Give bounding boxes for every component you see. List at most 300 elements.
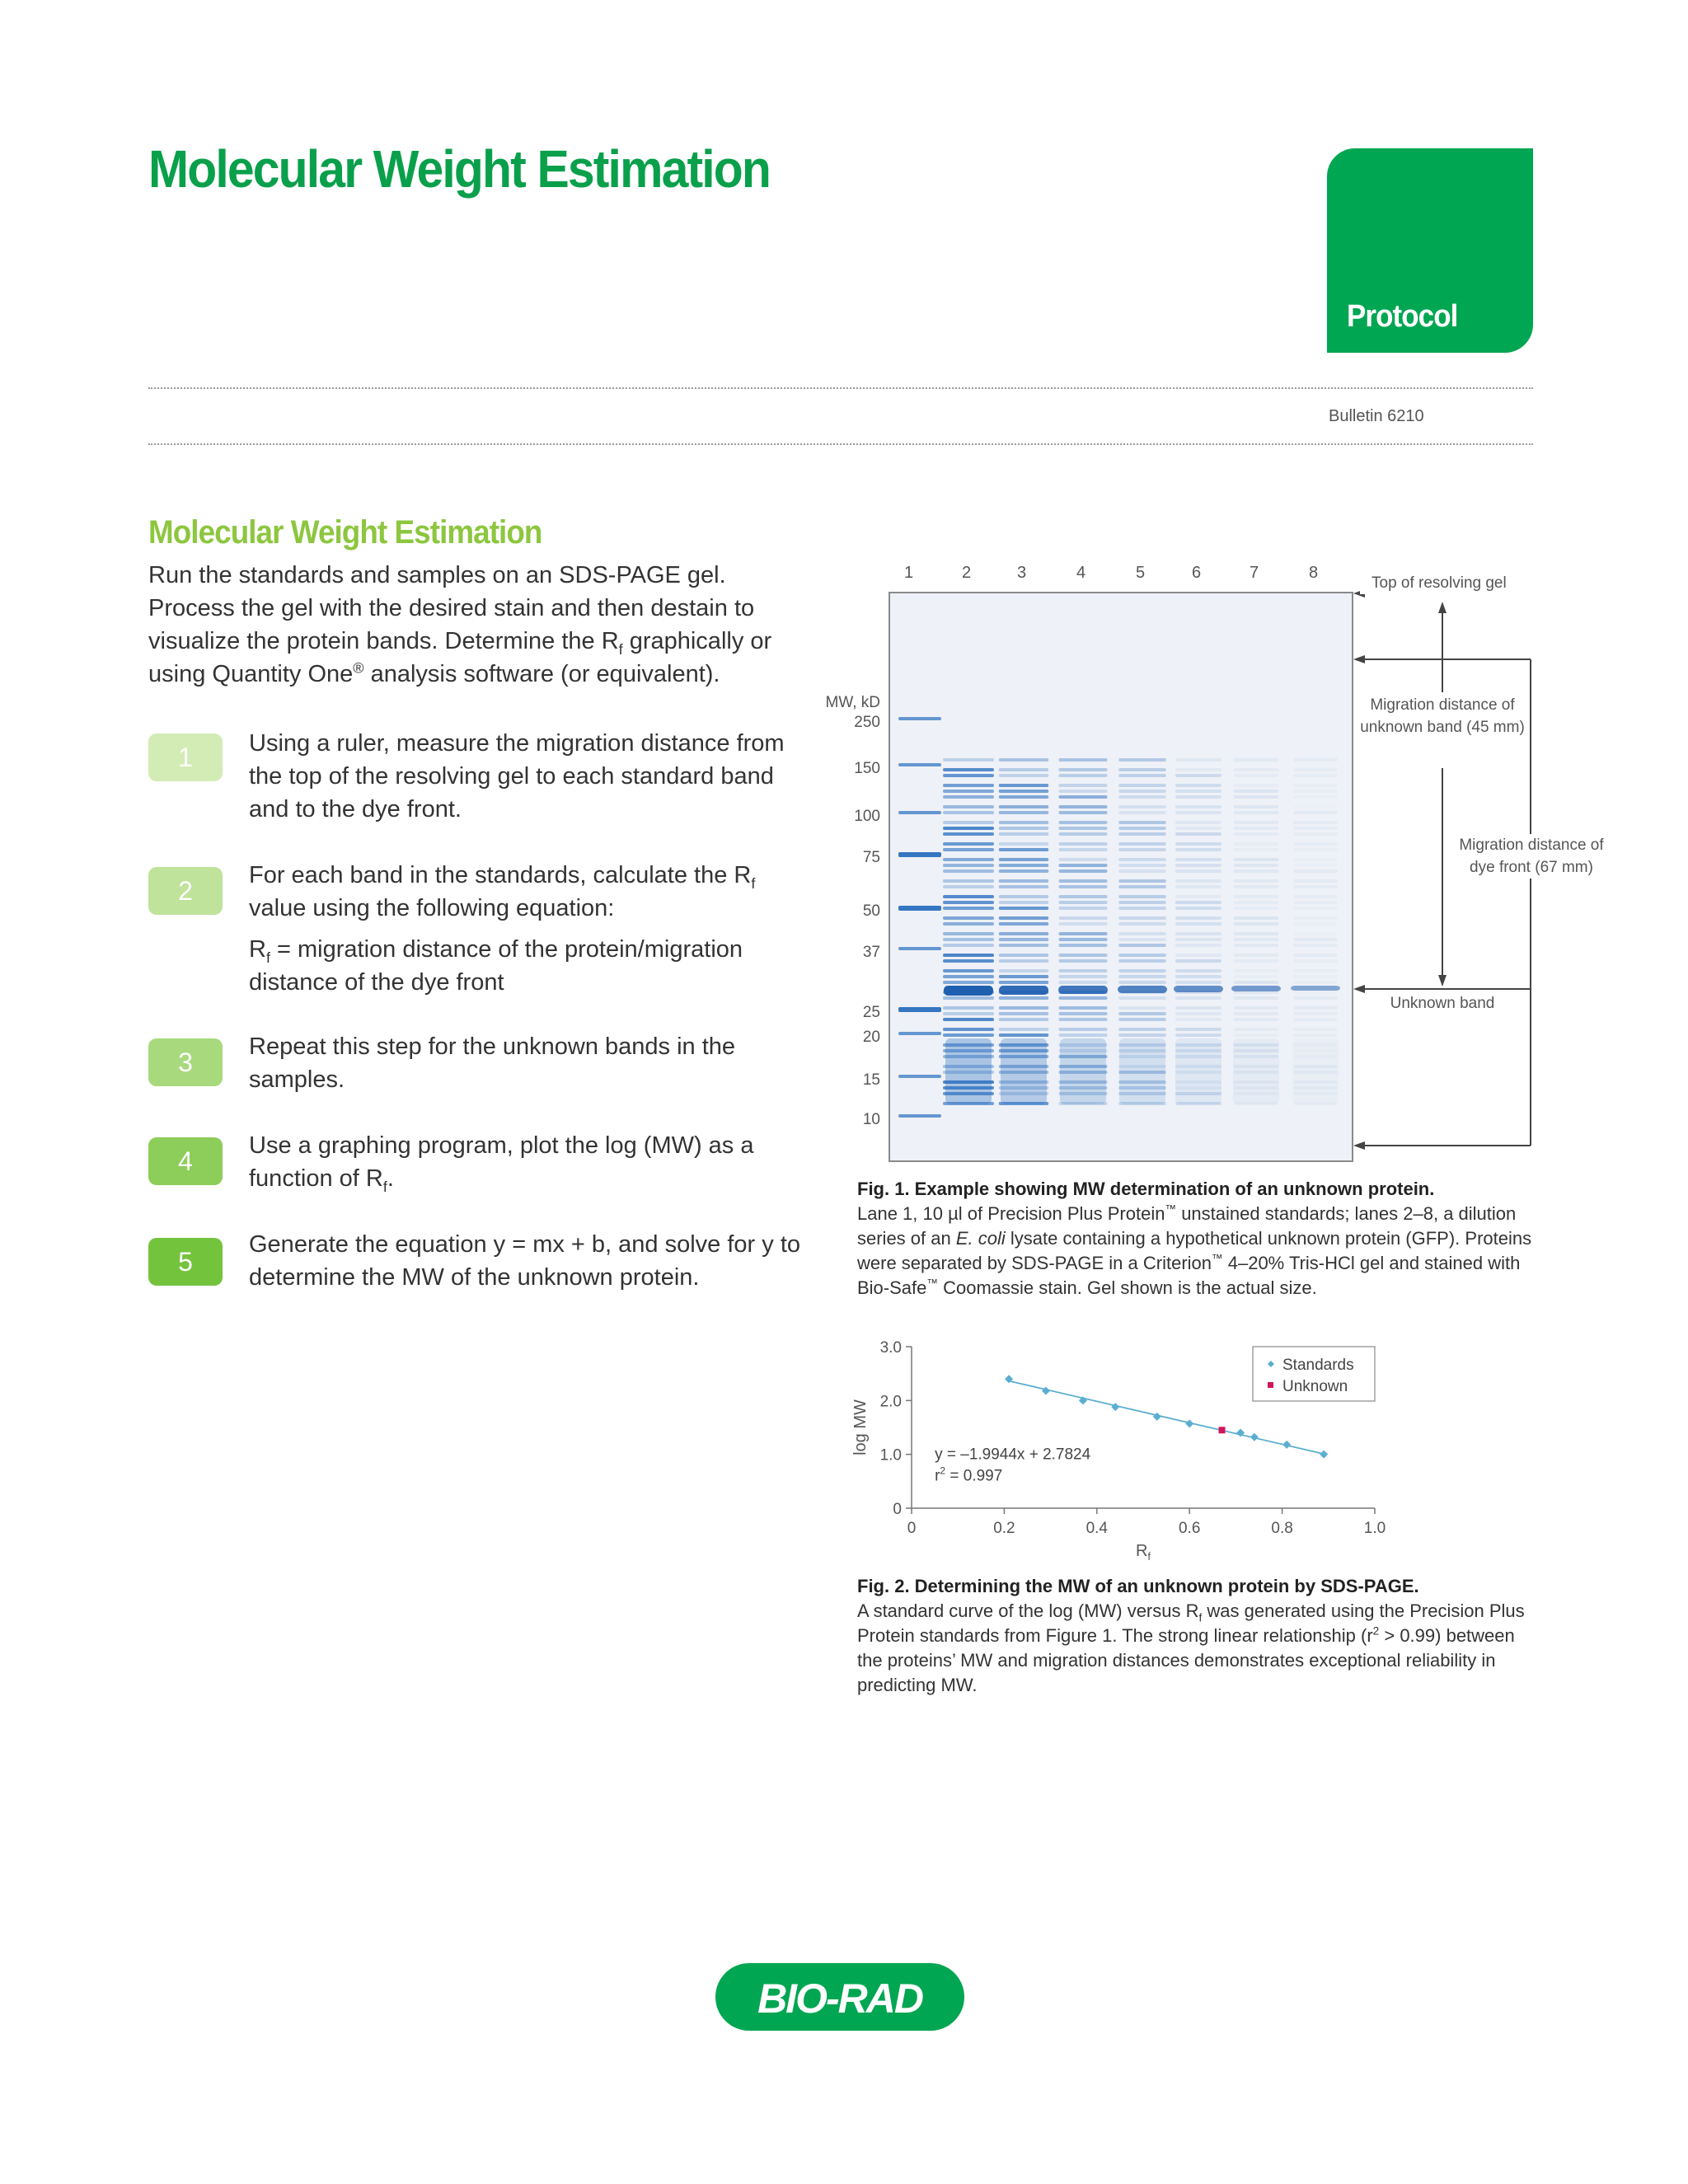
bio-rad-logo <box>715 1963 964 2031</box>
sample-band <box>1175 932 1221 935</box>
sample-band <box>943 869 994 873</box>
sample-band <box>943 858 994 861</box>
sample-band <box>1294 1033 1338 1037</box>
mw-axis-title: MW, kD <box>825 694 880 711</box>
standards-point <box>1042 1387 1050 1395</box>
lane-number: 7 <box>1250 564 1259 582</box>
sample-band <box>1118 811 1166 814</box>
step-5-text: Generate the equation y = mx + b, and solve for y to determine the MW of the unknown protein. <box>249 1231 801 1291</box>
r2-sup: 2 <box>940 1465 946 1477</box>
standards-point <box>1185 1419 1193 1427</box>
sample-band <box>1059 1012 1108 1015</box>
ladder-band <box>898 717 941 720</box>
sample-band <box>1118 869 1166 873</box>
sample-band <box>1294 975 1338 978</box>
sample-band <box>1294 848 1338 851</box>
sample-band <box>1118 944 1166 947</box>
sample-band <box>943 1028 994 1031</box>
fig1-cap-4: 4–20% Tris-HCl gel and stained with Bio-Safe <box>857 1253 1521 1298</box>
step-3-badge: 3 <box>148 1038 223 1086</box>
standards-point <box>1111 1403 1119 1411</box>
sample-band <box>1294 932 1338 935</box>
sample-band <box>1118 848 1166 851</box>
standards-point <box>1282 1441 1291 1449</box>
sample-band <box>1234 1006 1279 1010</box>
sample-band <box>1175 901 1221 904</box>
sample-band <box>1234 811 1279 814</box>
sample-band <box>943 901 994 904</box>
sample-band <box>999 1028 1049 1031</box>
sample-band <box>999 907 1049 910</box>
lane-number: 5 <box>1136 564 1146 582</box>
sample-band <box>943 790 994 793</box>
sample-band <box>1118 922 1166 926</box>
sample-band <box>1175 922 1221 926</box>
sample-band <box>1294 1018 1338 1021</box>
sample-band <box>1118 1012 1166 1015</box>
lane-number: 6 <box>1192 564 1202 582</box>
sample-band <box>1059 811 1108 814</box>
fig2-cap-1: A standard curve of the log (MW) versus R <box>857 1601 1199 1621</box>
sample-band <box>1118 864 1166 867</box>
sample-band <box>1175 975 1221 978</box>
sample-band <box>1175 885 1221 888</box>
sample-band <box>1294 805 1338 808</box>
fig1-cap-1: Lane 1, 10 µl of Precision Plus Protein <box>857 1203 1165 1224</box>
lane-number: 3 <box>1017 564 1027 582</box>
sample-band <box>1059 768 1108 771</box>
sample-band <box>999 869 1049 873</box>
standards-point <box>1320 1451 1328 1459</box>
intro-text-1: Run the standards and samples on an SDS-PAGE gel. Process the gel with the desired stain and then destain to visualize the protein bands. Determine the R <box>148 562 755 654</box>
sample-band <box>1294 938 1338 941</box>
r-squared-label <box>935 1465 1002 1485</box>
fig2-cap-sub: f <box>1198 1611 1203 1624</box>
sample-band <box>1234 959 1279 963</box>
y-tick-label: 2.0 <box>879 1393 902 1411</box>
annotation-top-of-gel: Top of resolving gel <box>1360 572 1553 594</box>
sample-band <box>1118 996 1166 1000</box>
sample-band <box>999 1006 1049 1010</box>
y-tick-label: 1.0 <box>879 1446 902 1465</box>
sample-band <box>1234 996 1279 1000</box>
y-tick-label: 3.0 <box>879 1339 902 1357</box>
sample-band <box>1059 1033 1108 1037</box>
sample-band <box>1118 842 1166 846</box>
x-tick-label: 0.4 <box>1085 1520 1109 1537</box>
fig1-cap-3: lysate containing a hypothetical unknown protein (GFP). Proteins were separated by SDS-PAGE in a Criterion <box>857 1228 1532 1273</box>
sample-band <box>1175 795 1221 799</box>
sample-band <box>1059 790 1108 793</box>
sample-band <box>1294 916 1338 920</box>
sample-band <box>999 922 1049 926</box>
sample-band <box>999 1033 1049 1037</box>
sample-band <box>999 784 1049 787</box>
intro-paragraph <box>148 559 791 691</box>
step-1-badge: 1 <box>148 733 223 781</box>
sample-band <box>1175 879 1221 883</box>
standard-curve-chart <box>849 1335 1409 1574</box>
sample-band <box>1059 885 1108 888</box>
sample-band <box>1175 805 1221 808</box>
figure-1-caption <box>857 1177 1533 1301</box>
sample-band <box>1118 932 1166 935</box>
sample-band <box>1294 879 1338 883</box>
sample-band <box>1234 795 1279 799</box>
sample-band <box>1234 907 1279 910</box>
sample-band <box>1294 922 1338 926</box>
sample-band <box>1059 848 1108 851</box>
sample-band <box>1234 774 1279 777</box>
sample-smear <box>1119 1038 1165 1104</box>
sample-band <box>1175 848 1221 851</box>
step-2-equation <box>249 933 809 999</box>
sample-band <box>1294 832 1338 836</box>
fig1-cap-2: unstained standards; lanes 2–8, a dilution series of an <box>857 1203 1517 1249</box>
ladder-band <box>898 1007 941 1012</box>
sample-band <box>1175 1028 1221 1031</box>
sample-band <box>1118 907 1166 910</box>
sample-band <box>1118 916 1166 920</box>
sample-band <box>1234 938 1279 941</box>
sample-band <box>1059 901 1108 904</box>
sample-band <box>1059 858 1108 861</box>
sample-band <box>1294 1028 1338 1031</box>
sample-band <box>1234 768 1279 771</box>
fig1-cap-tm3: ™ <box>926 1277 939 1290</box>
sample-band <box>999 981 1049 984</box>
intro-sub: f <box>618 640 623 658</box>
step-2-line <box>249 859 809 925</box>
step-5-badge: 5 <box>148 1238 223 1286</box>
sample-band <box>1175 827 1221 830</box>
sample-band <box>943 758 994 762</box>
sample-band <box>1234 944 1279 947</box>
r2-value: = 0.997 <box>945 1467 1003 1485</box>
sample-band <box>1059 795 1108 799</box>
legend-label: Unknown <box>1282 1378 1348 1395</box>
sample-smear <box>1175 1038 1221 1104</box>
sample-band <box>999 768 1049 771</box>
sample-band <box>943 916 994 920</box>
sample-band <box>1118 1006 1166 1010</box>
sample-band <box>1118 954 1166 957</box>
sample-band <box>1175 869 1221 873</box>
sample-band <box>1059 1006 1108 1010</box>
sample-band <box>1118 901 1166 904</box>
sample-band <box>999 932 1049 935</box>
y-tick-label: 0 <box>893 1501 902 1518</box>
sample-band <box>1059 981 1108 984</box>
sample-band <box>1059 774 1108 777</box>
sample-band <box>999 1018 1049 1021</box>
step-2-eq-sub: f <box>265 949 270 966</box>
sample-band <box>943 805 994 808</box>
sample-band <box>1234 827 1279 830</box>
sample-band <box>1294 981 1338 984</box>
sample-band <box>1294 758 1338 762</box>
sample-band <box>943 1006 994 1010</box>
sample-band <box>1294 774 1338 777</box>
sample-band <box>1059 758 1108 762</box>
sample-band <box>1234 981 1279 984</box>
sample-band <box>1234 879 1279 883</box>
sample-band <box>999 996 1049 1000</box>
ladder-band <box>898 852 941 857</box>
sample-band <box>943 842 994 846</box>
sample-band <box>1118 768 1166 771</box>
sample-band <box>1118 938 1166 941</box>
sample-band <box>1234 805 1279 808</box>
figure-2-caption-title: Fig. 2. Determining the MW of an unknown protein by SDS-PAGE. <box>857 1576 1419 1596</box>
sample-band <box>1294 1006 1338 1010</box>
sample-band <box>1234 932 1279 935</box>
sample-band <box>1059 916 1108 920</box>
sample-smear <box>1060 1038 1106 1104</box>
fig1-cap-tm2: ™ <box>1212 1252 1223 1265</box>
sample-band <box>999 954 1049 957</box>
sample-band <box>943 996 994 1000</box>
unknown-band <box>1058 986 1108 994</box>
sample-band <box>943 832 994 836</box>
sample-band <box>1234 821 1279 824</box>
sample-band <box>943 954 994 957</box>
sample-smear <box>1001 1038 1047 1104</box>
sample-band <box>943 907 994 910</box>
sample-band <box>1294 864 1338 867</box>
annotation-unknown-band: Unknown band <box>1390 995 1495 1012</box>
sample-band <box>1059 827 1108 830</box>
sample-band <box>1234 1012 1279 1015</box>
sample-band <box>999 969 1049 972</box>
sample-band <box>1059 996 1108 1000</box>
sample-band <box>1118 1033 1166 1037</box>
sample-band <box>1118 827 1166 830</box>
sample-band <box>1294 907 1338 910</box>
sample-band <box>943 879 994 883</box>
sample-band <box>999 774 1049 777</box>
sample-band <box>1294 821 1338 824</box>
sample-smear <box>945 1038 992 1104</box>
sample-band <box>1059 821 1108 824</box>
sample-band <box>1294 969 1338 972</box>
sample-band <box>1059 944 1108 947</box>
sample-band <box>1234 869 1279 873</box>
sample-band <box>1234 901 1279 904</box>
sample-band <box>1175 774 1221 777</box>
sample-band <box>943 981 994 984</box>
sample-band <box>1294 944 1338 947</box>
sample-band <box>1234 832 1279 836</box>
sample-band <box>943 938 994 941</box>
sample-band <box>1294 768 1338 771</box>
unknown-band <box>1231 986 1281 991</box>
sample-band <box>999 842 1049 846</box>
sample-band <box>1234 922 1279 926</box>
intro-text-3: analysis software (or equivalent). <box>363 661 720 687</box>
divider-bottom <box>148 443 1533 445</box>
sample-band <box>1294 996 1338 1000</box>
sample-band <box>999 832 1049 836</box>
sample-band <box>1175 864 1221 867</box>
sample-band <box>943 821 994 824</box>
divider-top <box>148 387 1533 389</box>
sample-band <box>999 916 1049 920</box>
sample-band <box>1175 954 1221 957</box>
ladder-band <box>898 1075 941 1078</box>
y-axis-label: log MW <box>851 1399 870 1455</box>
sample-band <box>1175 1006 1221 1010</box>
sample-band <box>1118 758 1166 762</box>
sample-band <box>1175 790 1221 793</box>
sample-band <box>999 879 1049 883</box>
sample-band <box>1175 981 1221 984</box>
sample-band <box>1059 975 1108 978</box>
step-4-badge: 4 <box>148 1137 223 1185</box>
sample-band <box>1059 938 1108 941</box>
sample-band <box>1234 975 1279 978</box>
sample-band <box>1118 805 1166 808</box>
fig2-cap-3: > 0.99) between the proteins’ MW and migration distances demonstrates exceptional reliability in predicting MW. <box>857 1625 1515 1695</box>
sample-band <box>1234 864 1279 867</box>
sample-band <box>943 895 994 898</box>
sample-band <box>943 774 994 777</box>
protocol-tab-label: Protocol <box>1347 299 1458 334</box>
step-2-text <box>249 859 809 999</box>
intro-text-2: graphically or using Quantity One <box>148 628 772 687</box>
step-4-text-1: Use a graphing program, plot the log (MW) as a function of R <box>249 1132 754 1192</box>
legend-label: Standards <box>1282 1357 1354 1374</box>
sample-band <box>999 858 1049 861</box>
sample-band <box>1294 991 1338 994</box>
sample-band <box>1234 1033 1279 1037</box>
sample-band <box>943 784 994 787</box>
sample-band <box>1059 842 1108 846</box>
x-tick-label: 0.8 <box>1271 1520 1293 1537</box>
sample-band <box>1234 1018 1279 1021</box>
step-4-text <box>249 1129 809 1195</box>
ladder-band <box>898 811 941 814</box>
sample-band <box>1294 895 1338 898</box>
fig1-cap-tm1: ™ <box>1165 1202 1177 1216</box>
sample-band <box>1294 784 1338 787</box>
sample-band <box>943 944 994 947</box>
fig2-cap-sup: 2 <box>1372 1624 1380 1638</box>
sample-band <box>1118 969 1166 972</box>
step-2-text-1: For each band in the standards, calculate the R <box>249 862 752 888</box>
gel-image <box>889 592 1353 1162</box>
sample-band <box>1059 932 1108 935</box>
sample-band <box>1059 805 1108 808</box>
sample-band <box>1175 1033 1221 1037</box>
sample-band <box>943 1018 994 1021</box>
mw-marker-label: 37 <box>862 944 880 961</box>
section-title: Molecular Weight Estimation <box>148 514 542 551</box>
sample-band <box>999 1012 1049 1015</box>
sample-band <box>1059 864 1108 867</box>
sample-band <box>1175 758 1221 762</box>
step-2-text-2: value using the following equation: <box>249 895 615 921</box>
sample-band <box>1118 832 1166 836</box>
unknown-band <box>999 986 1048 995</box>
sample-band <box>1175 811 1221 814</box>
sample-band <box>1175 768 1221 771</box>
sample-band <box>1175 916 1221 920</box>
sample-band <box>1294 885 1338 888</box>
sample-band <box>999 790 1049 793</box>
step-2-badge: 2 <box>148 867 223 915</box>
step-3-text: Repeat this step for the unknown bands in the samples. <box>249 1033 736 1093</box>
sample-band <box>1175 969 1221 972</box>
gel-bands <box>890 593 1352 1160</box>
sample-band <box>1118 1028 1166 1031</box>
sample-band <box>1294 842 1338 846</box>
mw-marker-label: 25 <box>862 1004 880 1021</box>
figure-2-caption <box>857 1574 1533 1698</box>
ladder-band <box>898 1032 941 1035</box>
x-tick-label: 0.2 <box>993 1520 1015 1537</box>
sample-band <box>1175 858 1221 861</box>
sample-band <box>1175 821 1221 824</box>
sample-band <box>1118 795 1166 799</box>
sample-band <box>943 1033 994 1037</box>
sample-band <box>1118 895 1166 898</box>
sample-band <box>1294 959 1338 963</box>
sample-band <box>999 805 1049 808</box>
sample-band <box>1294 790 1338 793</box>
logo-text: BIO-RAD <box>757 1975 922 2022</box>
mw-marker-label: 20 <box>862 1029 880 1046</box>
annotation-unknown-distance: Migration distance of unknown band (45 mm) <box>1360 696 1525 736</box>
sample-band <box>1118 975 1166 978</box>
sample-band <box>1118 821 1166 824</box>
sample-band <box>1294 795 1338 799</box>
fig1-cap-italic: E. coli <box>955 1228 1006 1249</box>
sample-band <box>1234 916 1279 920</box>
sample-band <box>999 821 1049 824</box>
legend-marker-unknown <box>1268 1382 1273 1388</box>
sample-band <box>1294 1012 1338 1015</box>
sample-band <box>1059 922 1108 926</box>
step-4-text-2: . <box>387 1165 394 1192</box>
sample-band <box>943 827 994 830</box>
sample-band <box>1118 1018 1166 1021</box>
lane-number: 1 <box>904 564 914 582</box>
lane-number: 8 <box>1309 564 1319 582</box>
sample-band <box>999 827 1049 830</box>
sample-band <box>999 795 1049 799</box>
sample-band <box>1234 895 1279 898</box>
sample-band <box>1175 907 1221 910</box>
sample-band <box>1059 879 1108 883</box>
sample-band <box>1294 954 1338 957</box>
sample-band <box>1234 784 1279 787</box>
mw-marker-label: 75 <box>862 849 880 866</box>
sample-band <box>1059 832 1108 836</box>
sample-band <box>999 811 1049 814</box>
sample-band <box>1294 901 1338 904</box>
sample-band <box>999 895 1049 898</box>
sample-band <box>1294 869 1338 873</box>
sample-band <box>1059 1028 1108 1031</box>
sample-smear <box>1233 1038 1279 1104</box>
sample-band <box>943 975 994 978</box>
sample-band <box>1059 969 1108 972</box>
sample-band <box>1118 784 1166 787</box>
sample-band <box>1118 858 1166 861</box>
sample-band <box>1234 858 1279 861</box>
unknown-band <box>944 986 993 996</box>
